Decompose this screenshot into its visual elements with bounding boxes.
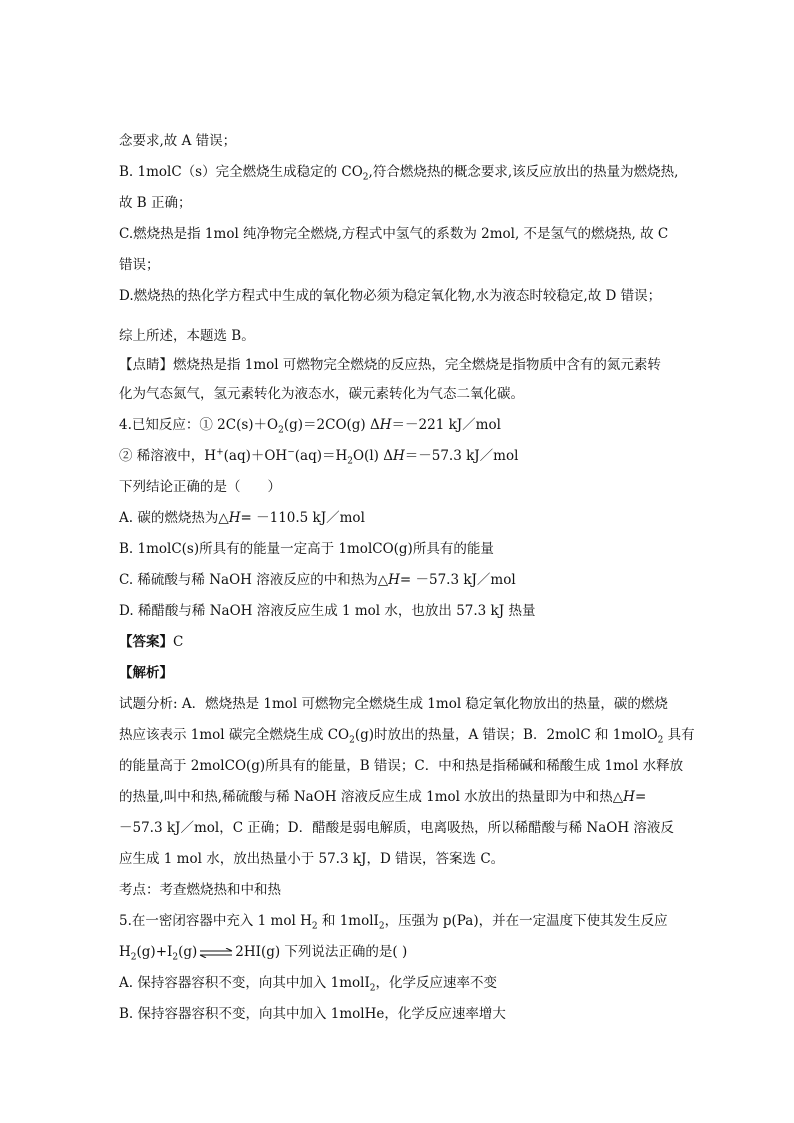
question-4-stem: 4.已知反应：① $2C(s)+O_2(g)=2CO(g)$ ΔH＝－221 kJ／mol xyxy=(119,417,501,436)
text-line: 热应该表示 1mol 碳完全燃烧生成 $CO_2(g)$时放出的热量，A 错误；B．2molC 和 1molO$_2$ 具有 xyxy=(119,727,695,746)
question-4-stem: ② 稀溶液中，$H^+(aq)+OH^-(aq)=H_2O(l)$ ΔH＝－57.3 kJ／mol xyxy=(119,447,519,467)
text-line: 错误； xyxy=(119,257,160,273)
option-d: D. 稀醋酸与稀 NaOH 溶液反应生成 1 mol 水，也放出 57.3 kJ 热量 xyxy=(119,603,536,619)
option-a: A. 碳的燃烧热为△H= －110.5 kJ／mol xyxy=(119,510,365,526)
question-4-prompt: 下列结论正确的是（ ） xyxy=(119,479,281,495)
answer-line: 【答案】C xyxy=(119,634,184,650)
text-line: 试题分析: A．燃烧热是 1mol 可燃物完全燃烧生成 1mol 稳定氧化物放出的热量，碳的燃烧 xyxy=(119,696,668,712)
text-line: 的热量,叫中和热,稀硫酸与稀 NaOH 溶液反应生成 1mol 水放出的热量即为中和热△H= xyxy=(119,789,647,805)
text-line: 应生成 1 mol 水，放出热量小于 57.3 kJ，D 错误，答案选 C。 xyxy=(119,851,505,867)
equilibrium-arrow-icon xyxy=(199,948,233,958)
option-b: B. 保持容器容积不变，向其中加入 1molHe，化学反应速率增大 xyxy=(119,1006,506,1022)
analysis-heading: 【解析】 xyxy=(119,665,173,681)
text-line: D.燃烧热的热化学方程式中生成的氧化物必须为稳定氧化物,水为液态时较稳定,故 D 错误； xyxy=(119,288,662,304)
text-line: 综上所述，本题选 B。 xyxy=(119,328,255,344)
text-line: 化为气态氮气，氢元素转化为液态水，碳元素转化为气态二氧化碳。 xyxy=(119,386,524,402)
text-line: －57.3 kJ／mol，C 正确；D．醋酸是弱电解质，电离吸热，所以稀醋酸与稀 NaOH 溶液反 xyxy=(119,820,674,836)
text-line: 念要求,故 A 错误； xyxy=(119,133,237,149)
question-5-equation: $H_2(g)+I_2(g)$ 2HI(g) 下列说法正确的是( ) xyxy=(119,944,408,963)
option-a: A. 保持容器容积不变，向其中加入 1molI$_2$，化学反应速率不变 xyxy=(119,975,498,994)
text-line: 【点睛】燃烧热是指 1mol 可燃物完全燃烧的反应热，完全燃烧是指物质中含有的氮元素转 xyxy=(119,357,661,373)
text-line: 考点：考查燃烧热和中和热 xyxy=(119,882,281,898)
text-line: 故 B 正确； xyxy=(119,195,192,211)
option-c: C. 稀硫酸与稀 NaOH 溶液反应的中和热为△H= －57.3 kJ／mol xyxy=(119,572,516,588)
question-5-stem: 5.在一密闭容器中充入 1 mol $H_2$ 和 1molI$_2$，压强为 p(Pa)，并在一定温度下使其发生反应 xyxy=(119,913,668,932)
text-line: 的能量高于 2molCO(g)所具有的能量，B 错误；C．中和热是指稀碱和稀酸生成 1mol 水释放 xyxy=(119,758,684,774)
text-line: C.燃烧热是指 1mol 纯净物完全燃烧,方程式中氢气的系数为 2mol, 不是氢气的燃烧热, 故 C xyxy=(119,226,669,242)
option-b: B. 1molC(s)所具有的能量一定高于 1molCO(g)所具有的能量 xyxy=(119,541,494,557)
text-line: B. 1molC（s）完全燃烧生成稳定的 $CO_2$,符合燃烧热的概念要求,该反应放出的热量为燃烧热, xyxy=(119,164,679,183)
